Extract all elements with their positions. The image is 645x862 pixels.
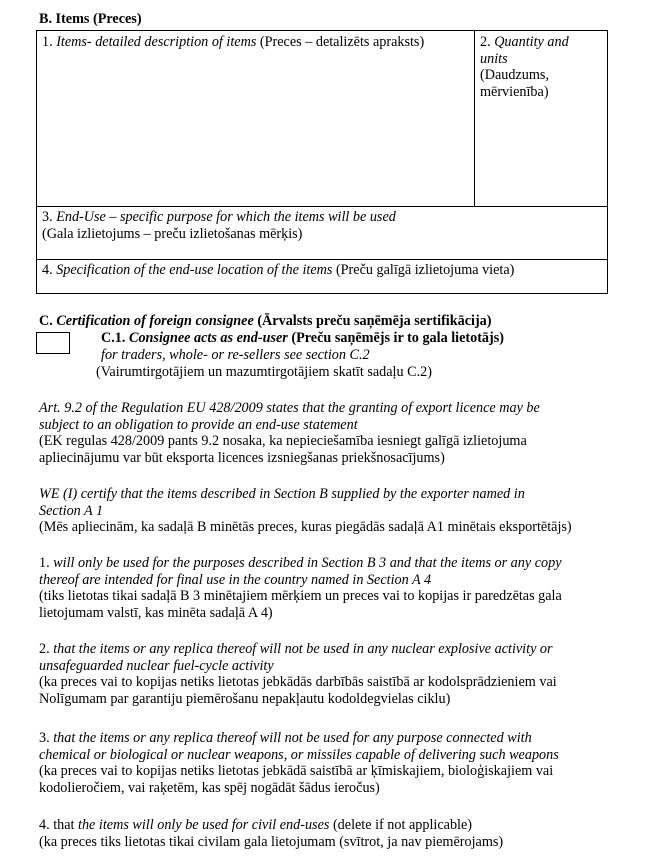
items-description-field[interactable] — [36, 30, 475, 207]
certification-item-2: 2. that the items or any replica thereof will not be used in any nuclear explosive activity or unsafeguarded nuclear fuel-cycle activity (ka preces vai to kopijas netiks lietotas jebkādās darbībās saistībā ar kodolsprādzieniem vai Nolīgumam par garantiju piemērošanu nepakļautu kodoldegvielas ciklu) — [39, 641, 557, 707]
c1-note-en: for traders, whole- or re-sellers see section C.2 — [101, 347, 370, 363]
quantity-units-label: 2. Quantity and units (Daudzums, mērvienība) — [480, 34, 569, 100]
section-b-heading: B. Items (Preces) — [39, 11, 142, 27]
end-use-field[interactable] — [36, 206, 608, 260]
certification-item-3: 3. that the items or any replica thereof will not be used for any purpose connected with chemical or biological or nuclear weapons, or missiles capable of delivering such weapons (ka preces vai to kopijas netiks lietotas jebkādā saistībā ar ķīmiskajiem, bioloģiskajiem vai kodolieročiem, vai raķetēm, kas spēj nogādāt šādus ieročus) — [39, 730, 559, 796]
certification-statement: WE (I) certify that the items described in Section B supplied by the exporter named in Section A 1 (Mēs apliecinām, ka sadaļā B minētās preces, kuras piegādās sadaļā A1 minētais eksportētājs) — [39, 486, 572, 535]
quantity-units-field[interactable] — [474, 30, 608, 207]
c1-checkbox[interactable] — [36, 332, 70, 354]
certification-item-4: 4. that the items will only be used for civil end-uses (delete if not applicable) (ka preces tiks lietotas tikai civilam gala lietojumam (svītrot, ja nav piemērojams) — [39, 817, 504, 850]
end-use-label: 3. End-Use – specific purpose for which the items will be used (Gala izlietojums – preču izlietošanas mērķis) — [42, 209, 396, 242]
end-use-location-field[interactable] — [36, 259, 608, 294]
article-paragraph: Art. 9.2 of the Regulation EU 428/2009 states that the granting of export licence may be subject to an obligation to provide an end-use statement (EK regulas 428/2009 pants 9.2 nosaka, ka nepieciešamība iesniegt galīgā izlietojuma apliecinājumu var būt eksporta licences izsniegšanas priekšnosacījums) — [39, 400, 540, 466]
items-description-label: 1. Items- detailed description of items (Preces – detalizēts apraksts) — [42, 34, 425, 50]
section-c-heading: C. Certification of foreign consignee (Ārvalsts preču saņēmēja sertifikācija) — [39, 313, 492, 329]
c1-note-lv: (Vairumtirgotājiem un mazumtirgotājiem skatīt sadaļu C.2) — [96, 364, 432, 380]
end-use-location-label: 4. Specification of the end-use location of the items (Preču galīgā izlietojuma vieta) — [42, 262, 515, 278]
certification-item-1: 1. will only be used for the purposes described in Section B 3 and that the items or any copy thereof are intended for final use in the country named in Section A 4 (tiks lietotas tikai sadaļā B 3 minētajiem mērķiem un preces vai to kopijas ir paredzētas gala lietojumam valstī, kas minēta sadaļā A 4) — [39, 555, 562, 621]
c1-title: C.1. Consignee acts as end-user (Preču saņēmējs ir to gala lietotājs) — [101, 330, 504, 346]
